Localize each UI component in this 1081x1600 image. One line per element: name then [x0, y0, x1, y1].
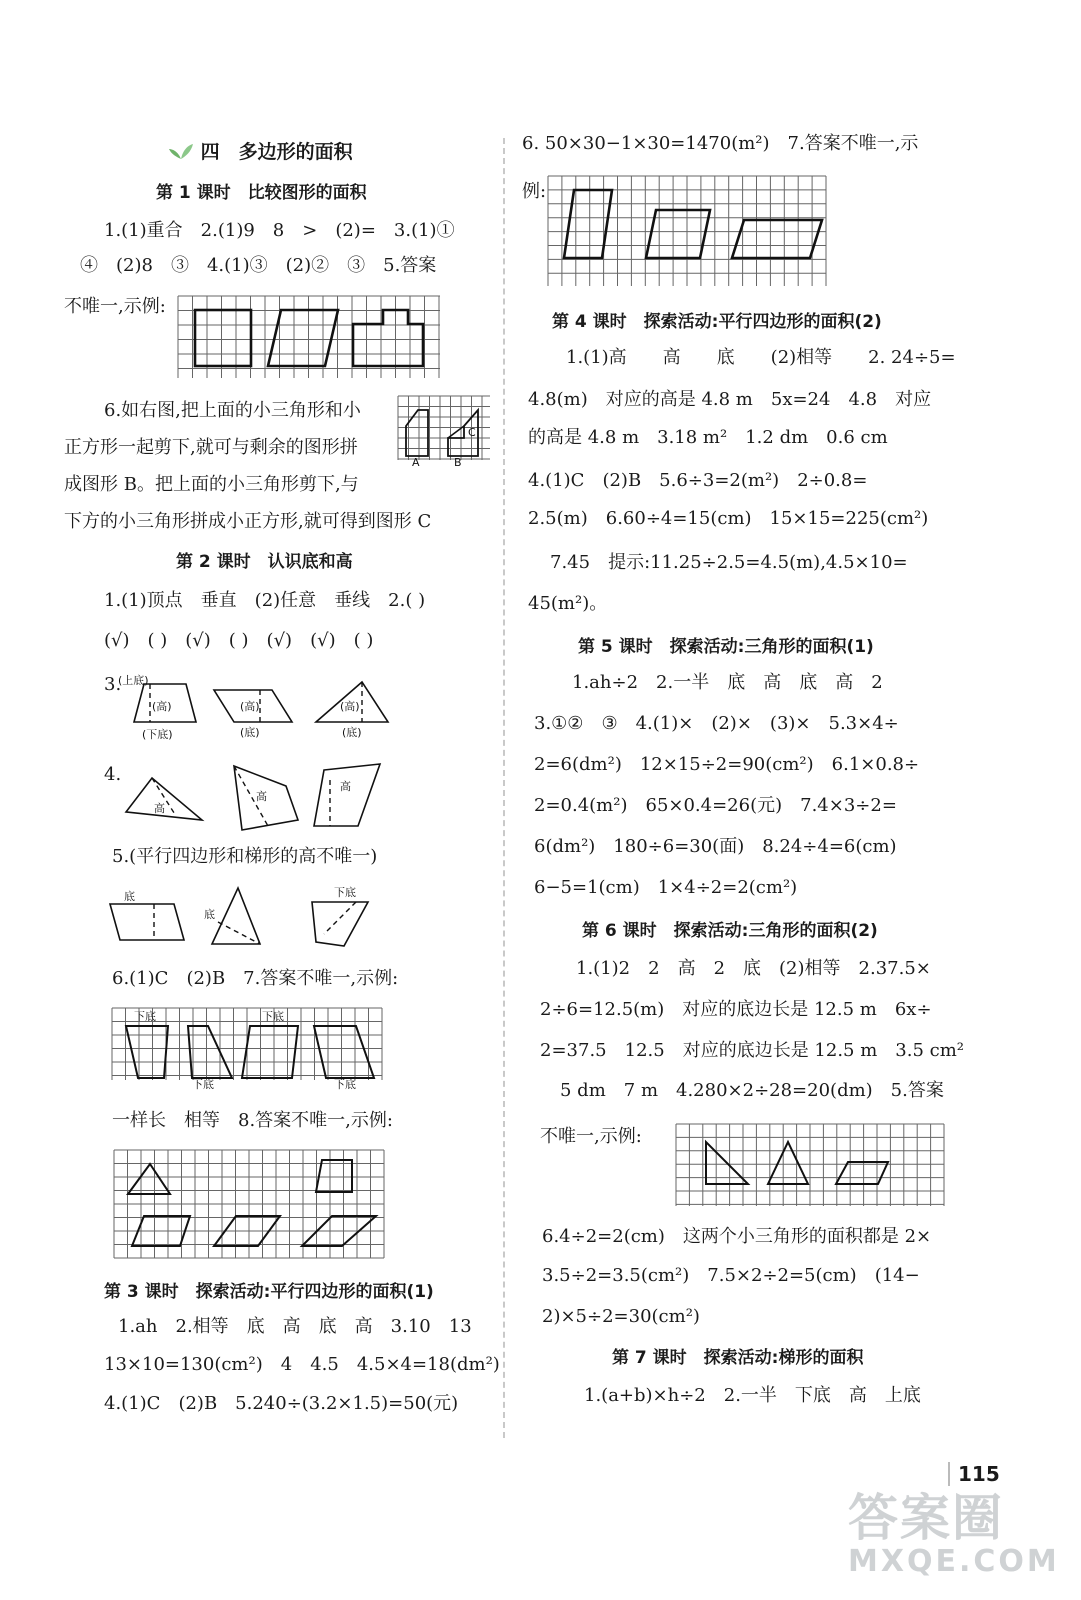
lesson-7-heading: 第 7 课时 探索活动:梯形的面积	[612, 1348, 864, 1368]
answer-line: 1.ah 2.相等 底 高 底 高 3.10 13	[118, 1316, 472, 1337]
answer-line: 6(dm²) 180÷6=30(面) 8.24÷4=6(cm)	[534, 836, 897, 857]
answer-line: 2=37.5 12.5 对应的底边长是 12.5 m 3.5 cm²	[540, 1040, 964, 1061]
lesson-4-heading: 第 4 课时 探索活动:平行四边形的面积(2)	[552, 312, 882, 332]
base-figures	[106, 882, 378, 952]
answer-line: 不唯一,示例:	[64, 296, 166, 317]
page-number: 115	[948, 1462, 1000, 1486]
svg-text:下底: 下底	[134, 1010, 156, 1023]
answer-line: 1.(1)重合 2.(1)9 8 > (2)= 3.(1)①	[104, 220, 455, 241]
answer-line: 6. 50×30−1×30=1470(m²) 7.答案不唯一,示	[522, 133, 919, 154]
watermark-text: 答案圈	[848, 1489, 1004, 1547]
answer-line: 1.ah÷2 2.一半 底 高 底 高 2	[572, 672, 883, 693]
answer-line: 的高是 4.8 m 3.18 m² 1.2 dm 0.6 cm	[528, 427, 888, 448]
svg-text:(底): (底)	[240, 726, 260, 739]
answer-line: 2=6(dm²) 12×15÷2=90(cm²) 6.1×0.8÷	[534, 754, 920, 775]
svg-text:B: B	[454, 456, 462, 469]
answer-line: 2.5(m) 6.60÷4=15(cm) 15×15=225(cm²)	[528, 508, 929, 529]
answer-line: 45(m²)。	[528, 593, 608, 614]
answer-line: 6.4÷2=2(cm) 这两个小三角形的面积都是 2×	[542, 1226, 932, 1247]
column-divider	[503, 138, 505, 1438]
answer-line: 4.(1)C (2)B 5.6÷3=2(m²) 2÷0.8=	[528, 470, 868, 491]
answer-line: 一样长 相等 8.答案不唯一,示例:	[112, 1110, 393, 1131]
leaf-icon	[168, 141, 194, 161]
svg-text:C: C	[468, 426, 476, 439]
answer-line: 3.	[104, 674, 122, 695]
answer-line: 5.(平行四边形和梯形的高不唯一)	[112, 846, 378, 867]
svg-text:(上底): (上底)	[118, 674, 149, 687]
answer-line: 5 dm 7 m 4.280×2÷28=20(dm) 5.答案	[560, 1080, 944, 1101]
lesson-2-heading: 第 2 课时 认识底和高	[176, 552, 353, 572]
answer-line: 例:	[522, 181, 547, 202]
svg-text:(高): (高)	[240, 700, 260, 713]
svg-text:下底: 下底	[334, 1078, 356, 1091]
answer-line: 2)×5÷2=30(cm²)	[542, 1306, 700, 1327]
answer-line: 3.5÷2=3.5(cm²) 7.5×2÷2=5(cm) (14−	[542, 1265, 920, 1286]
answer-line: 下方的小三角形拼成小正方形,就可得到图形 C	[64, 511, 432, 532]
grid-figure-triangles	[676, 1124, 944, 1206]
answer-line: 6.如右图,把上面的小三角形和小	[104, 400, 361, 421]
answer-line: 1.(1)顶点 垂直 (2)任意 垂线 2.( )	[104, 590, 426, 611]
answer-line: 6−5=1(cm) 1×4÷2=2(cm²)	[534, 877, 798, 898]
answer-line: 4.	[104, 764, 122, 785]
svg-text:下底: 下底	[334, 886, 356, 899]
answer-line: 不唯一,示例:	[540, 1126, 642, 1147]
grid-figure-parallelograms	[548, 176, 826, 286]
answer-line: 成图形 B。把上面的小三角形剪下,与	[64, 474, 359, 495]
svg-text:下底: 下底	[262, 1010, 284, 1023]
svg-text:(高): (高)	[340, 700, 360, 713]
answer-line: 正方形一起剪下,就可与剩余的图形拼	[64, 437, 358, 458]
svg-text:A: A	[412, 456, 420, 469]
answer-line: 1.(a+b)×h÷2 2.一半 下底 高 上底	[584, 1385, 921, 1406]
answer-line: 6.(1)C (2)B 7.答案不唯一,示例:	[112, 968, 399, 989]
answer-line: ④ (2)8 ③ 4.(1)③ (2)② ③ 5.答案	[80, 255, 437, 276]
cut-figure	[398, 396, 490, 468]
lesson-3-heading: 第 3 课时 探索活动:平行四边形的面积(1)	[104, 1282, 434, 1302]
svg-text:高: 高	[340, 780, 351, 793]
base-height-figures	[112, 672, 402, 744]
svg-text:高: 高	[256, 790, 267, 803]
svg-text:(下底): (下底)	[142, 728, 173, 741]
grid-figure-equal-area	[114, 1150, 384, 1258]
lesson-6-heading: 第 6 课时 探索活动:三角形的面积(2)	[582, 921, 878, 941]
watermark-url: MXQE.COM	[848, 1544, 1060, 1579]
answer-line: 2÷6=12.5(m) 对应的底边长是 12.5 m 6x÷	[540, 999, 932, 1020]
answer-line: 2=0.4(m²) 65×0.4=26(元) 7.4×3÷2=	[534, 795, 897, 816]
lesson-1-heading: 第 1 课时 比较图形的面积	[156, 183, 367, 203]
answer-line: 4.8(m) 对应的高是 4.8 m 5x=24 4.8 对应	[528, 389, 932, 410]
answer-line: 13×10=130(cm²) 4 4.5 4.5×4=18(dm²)	[104, 1354, 500, 1375]
answer-line: 4.(1)C (2)B 5.240÷(3.2×1.5)=50(元)	[104, 1393, 459, 1414]
answer-line: 1.(1)2 2 高 2 底 (2)相等 2.37.5×	[576, 958, 931, 979]
answer-line: (√) ( ) (√) ( ) (√) (√) ( )	[104, 630, 374, 651]
answer-line: 1.(1)高 高 底 (2)相等 2. 24÷5=	[566, 347, 956, 368]
section-title: 四 多边形的面积	[168, 141, 353, 163]
lesson-5-heading: 第 5 课时 探索活动:三角形的面积(1)	[578, 637, 874, 657]
svg-text:(底): (底)	[342, 726, 362, 739]
grid-figure-shapes-1	[178, 296, 440, 378]
watermark	[848, 1490, 1060, 1578]
svg-text:底: 底	[124, 890, 135, 903]
answer-line: 7.45 提示:11.25÷2.5=4.5(m),4.5×10=	[550, 552, 908, 573]
answer-line: 3.①② ③ 4.(1)× (2)× (3)× 5.3×4÷	[534, 713, 899, 734]
svg-text:下底: 下底	[192, 1078, 214, 1091]
grid-figure-trapezoids	[112, 1008, 382, 1091]
svg-text:底: 底	[204, 908, 215, 921]
height-figures	[118, 760, 408, 836]
svg-text:(高): (高)	[152, 700, 172, 713]
svg-text:高: 高	[154, 802, 165, 815]
